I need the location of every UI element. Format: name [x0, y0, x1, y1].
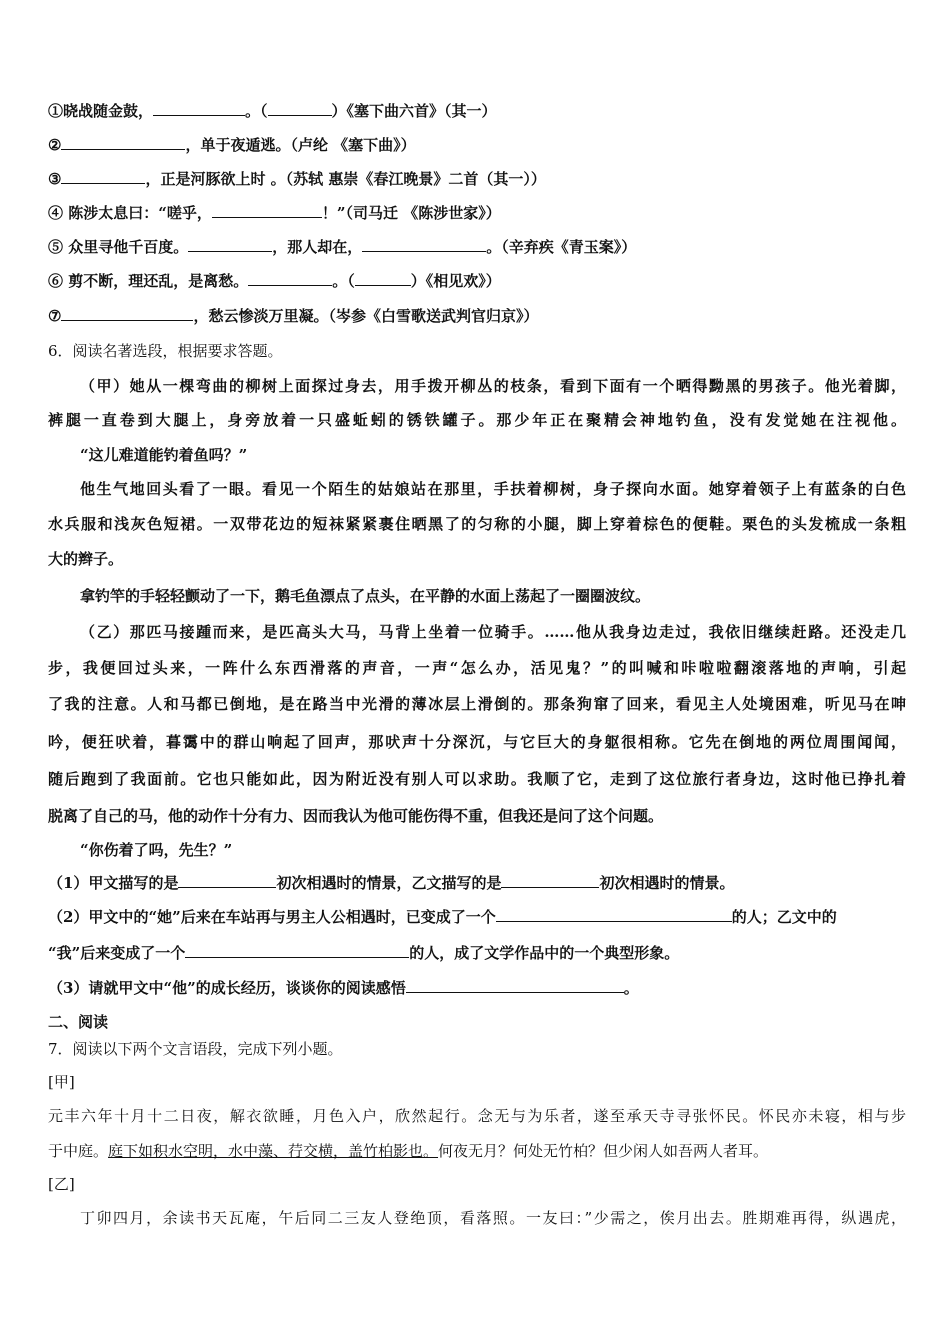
passage-jia-line: 于中庭。庭下如积水空明，水中藻、荇交横，盖竹柏影也。何夜无月？何处无竹柏？但少闲人如吾两人者耳。 [48, 1142, 769, 1160]
q6-passage-jia-line: 拿钓竿的手轻轻颤动了一下，鹅毛鱼漂点了点头，在平静的水面上荡起了一圈圈波纹。 [80, 587, 651, 605]
q6-passage-yi-line: 步，我便回过头来，一阵什么东西滑落的声音，一声“怎么办，活见鬼？”的叫喊和咔啦啦翻滚落地的声响，引起 [48, 659, 906, 677]
q5-line-6: ⑥ 剪不断，理还乱，是离愁。 。（ ）《相见欢》） [48, 272, 501, 290]
answer-blank[interactable] [61, 169, 145, 184]
q6-passage-jia-line: “这儿难道能钓着鱼吗？” [80, 446, 248, 464]
passage-label-yi: [乙] [48, 1175, 75, 1193]
underlined-sentence: 庭下如积水空明，水中藻、荇交横，盖竹柏影也。 [108, 1142, 439, 1160]
q6-sub-question-3: （3）请就甲文中“他”的成长经历，谈谈你的阅读感悟 。 [48, 979, 639, 997]
q6-passage-yi-line: 随后跑到了我面前。它也只能如此，因为附近没有别人可以求助。我顺了它，走到了这位旅行者身边，这时他已挣扎着 [48, 770, 906, 788]
q6-passage-yi-line: “你伤着了吗，先生？” [80, 841, 233, 859]
answer-blank[interactable] [355, 271, 411, 286]
answer-blank[interactable] [212, 203, 322, 218]
q5-line-4: ④ 陈涉太息曰：“嗟乎， ！”（司马迁 《陈涉世家》） [48, 204, 501, 222]
q6-passage-jia-line: 水兵服和浅灰色短裙。一双带花边的短袜紧紧裹住晒黑了的匀称的小腿，脚上穿着棕色的便鞋。栗色的头发梳成一条粗 [48, 515, 906, 533]
passage-label-jia: [甲] [48, 1073, 75, 1091]
passage-jia-line: 元丰六年十月十二日夜，解衣欲睡，月色入户，欣然起行。念无与为乐者，遂至承天寺寻张怀民。怀民亦未寝，相与步 [48, 1107, 906, 1125]
q6-passage-jia-line: 他生气地回头看了一眼。看见一个陌生的姑娘站在那里，手扶着柳树，身子探向水面。她穿着领子上有蓝条的白色 [80, 480, 906, 498]
answer-blank[interactable] [248, 271, 332, 286]
q6-passage-yi-line: 了我的注意。人和马都已倒地，是在路当中光滑的薄冰层上滑倒的。那条狗窜了回来，看见主人处境困难，听见马在呻 [48, 695, 906, 713]
answer-blank[interactable] [406, 978, 624, 993]
q6-sub-question-2: （2）甲文中的“她”后来在车站再与男主人公相遇时，已变成了一个 的人；乙文中的 [48, 908, 837, 926]
answer-blank[interactable] [496, 907, 732, 922]
q6-passage-jia-line: （甲）她从一棵弯曲的柳树上面探过身去，用手拨开柳丛的枝条，看到下面有一个晒得黝黑的男孩子。他光着脚， [80, 377, 906, 395]
answer-blank[interactable] [61, 306, 193, 321]
q6-sub-question-1: （1）甲文描写的是 初次相遇时的情景，乙文描写的是 初次相遇时的情景。 [48, 874, 735, 892]
q6-passage-yi-line: （乙）那匹马接踵而来，是匹高头大马，马背上坐着一位骑手。……他从我身边走过，我依旧继续赶路。还没走几 [80, 623, 906, 641]
q5-line-2: ② ，单于夜遁逃。（卢纶 《塞下曲》） [48, 136, 416, 154]
q6-title: 6．阅读名著选段，根据要求答题。 [48, 342, 283, 360]
answer-blank[interactable] [362, 237, 486, 252]
q6-sub-question-2-cont: “我”后来变成了一个 的人，成了文学作品中的一个典型形象。 [48, 944, 680, 962]
passage-yi-line: 丁卯四月，余读书天瓦庵，午后同二三友人登绝顶，看落照。一友曰：”少需之，俟月出去。胜期难再得，纵遇虎， [80, 1209, 906, 1227]
q6-passage-yi-line: 吟，便狂吠着，暮霭中的群山响起了回声，那吠声十分深沉，与它巨大的身躯很相称。它先在倒地的两位周围闻闻， [48, 733, 906, 751]
answer-blank[interactable] [178, 873, 276, 888]
q5-line-1: ①晓战随金鼓， 。（ ）《塞下曲六首》（其一） [48, 102, 497, 120]
q6-passage-jia-line: 大的辫子。 [48, 550, 124, 568]
answer-blank[interactable] [61, 135, 185, 150]
q5-line-3: ③ ，正是河豚欲上时 。（苏轼 惠崇《春江晚景》二首（其一）） [48, 170, 546, 188]
answer-blank[interactable] [153, 101, 245, 116]
q6-passage-yi-line: 脱离了自己的马，他的动作十分有力、因而我认为他可能伤得不重，但我还是问了这个问题。 [48, 807, 664, 825]
answer-blank[interactable] [268, 101, 332, 116]
answer-blank[interactable] [188, 237, 272, 252]
q5-line-7: ⑦ ，愁云惨淡万里凝。（岑参《白雪歌送武判官归京》） [48, 307, 539, 325]
section-heading: 二、阅读 [48, 1013, 109, 1031]
answer-blank[interactable] [501, 873, 599, 888]
q5-line-5: ⑤ 众里寻他千百度。 ，那人却在， 。（辛弃疾《青玉案》） [48, 238, 637, 256]
answer-blank[interactable] [185, 943, 409, 958]
q7-title: 7．阅读以下两个文言语段，完成下列小题。 [48, 1040, 343, 1058]
q6-passage-jia-line: 裤腿一直卷到大腿上，身旁放着一只盛蚯蚓的锈铁罐子。那少年正在聚精会神地钓鱼，没有发觉她在注视他。 [48, 411, 906, 429]
